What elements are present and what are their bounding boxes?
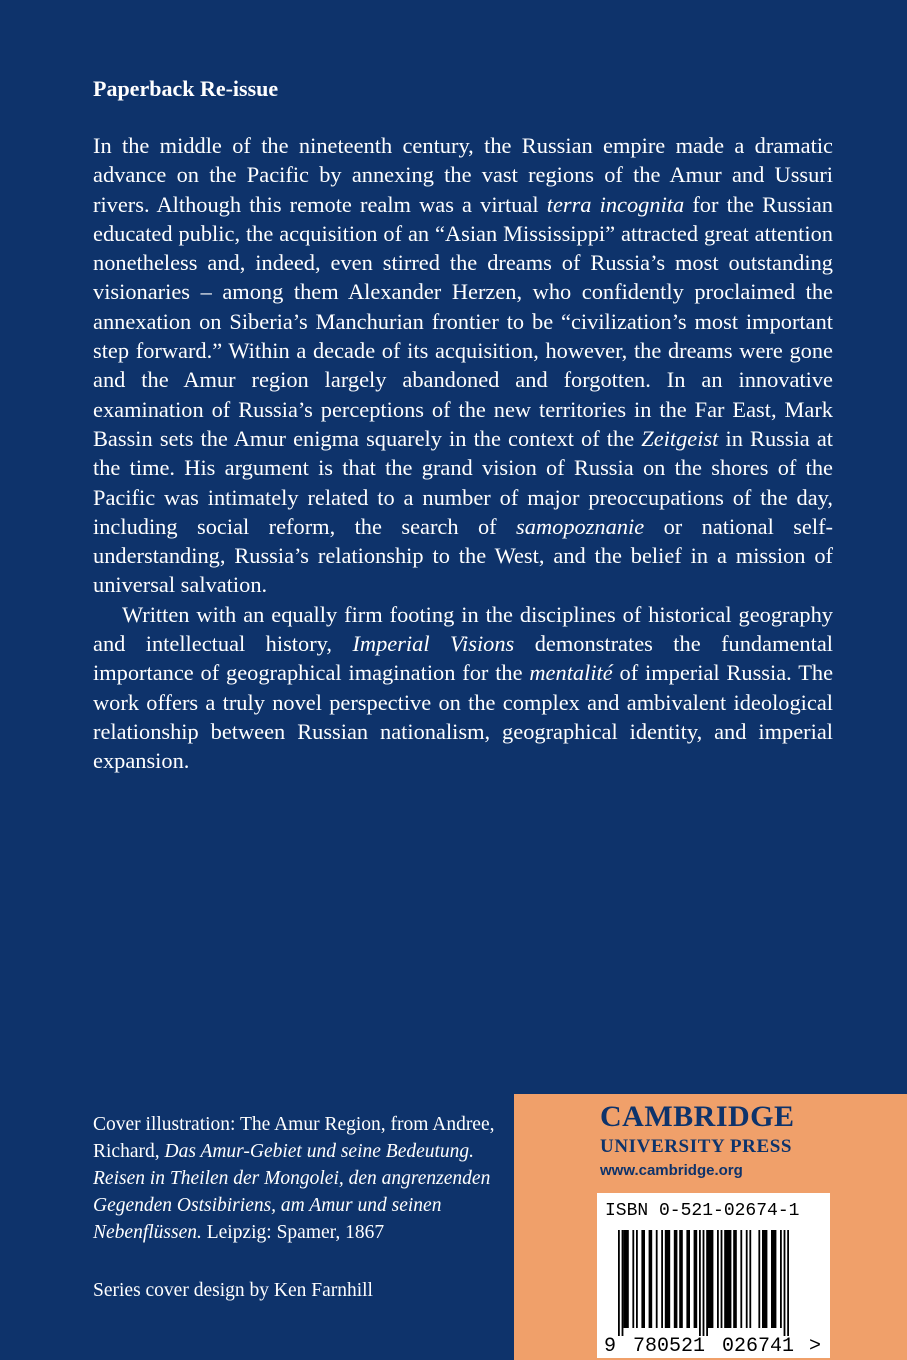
cover-illustration-credit — [93, 1111, 508, 1246]
publisher-url: www.cambridge.org — [600, 1162, 743, 1179]
barcode-bar-19 — [717, 1230, 719, 1328]
description — [93, 131, 833, 776]
barcode-bar-30 — [784, 1230, 786, 1336]
barcode-bar-13 — [686, 1230, 690, 1328]
paragraph-2-run-5: of imperial Russia. The work offers a truly novel perspective on the complex and ambivalent ideological relationship between Russian nationalism, geographical identity, and imperial expansion. — [93, 660, 834, 774]
barcode-bars — [618, 1230, 789, 1336]
cover-credit-run-1: Cover illustration: The Amur Region, from Andree, Richard, — [93, 1114, 495, 1162]
cover-credit-run-2: Das Amur-Gebiet und seine Bedeutung. Reisen in Theilen der Mongolei, den angrenzenden Gegenden Ostsibiriens, am Amur und seinen Nebenflüssen. — [93, 1141, 491, 1243]
publisher-name: CAMBRIDGE — [600, 1100, 795, 1133]
barcode-box — [597, 1193, 830, 1358]
paragraph-1-run-4: Zeitgeist — [641, 425, 719, 451]
paragraph-1-run-6: samopoznanie — [516, 513, 645, 539]
isbn-label: ISBN 0-521-02674-1 — [605, 1201, 800, 1221]
barcode-digit-lead: 9 — [603, 1335, 617, 1354]
barcode-digits-right: 026741 — [721, 1335, 795, 1354]
barcode-bar-10 — [665, 1230, 670, 1328]
paragraph-1-run-3: for the Russian educated public, the acquisition of an “Asian Mississippi” attracted great attention nonetheless and, indeed, even stirred the dreams of Russia’s most outstanding visionaries – among them Alexander Herzen, who confidently proclaimed the annexation on Siberia’s Manchurian frontier to be “civilization’s most important step forward.” Within a decade of its acquisition, however, the dreams were gone and the Amur region largely abandoned and forgotten. In an innovative examination of Russia’s perceptions of the new territories in the Far East, Mark Bassin sets the Amur enigma squarely in the context of the — [93, 191, 833, 451]
cover-credit-run-3: Leipzig: Spamer, 1867 — [201, 1222, 385, 1243]
paragraph-1-run-1: In the middle of the nineteenth century, the Russian empire made a dramatic advance on the Pacific by annexing the vast regions of the Amur and Ussuri rivers. Although this remote realm was a virtual — [93, 133, 833, 217]
barcode-bar-4 — [632, 1230, 634, 1328]
barcode-bar-29 — [780, 1230, 782, 1328]
barcode-bar-7 — [649, 1230, 653, 1328]
barcode-bar-9 — [661, 1230, 663, 1328]
barcode-bar-24 — [746, 1230, 748, 1328]
paragraph-2-run-3: demonstrates the fundamental importance of geographical imagination for the — [93, 631, 833, 686]
publisher-subtitle: UNIVERSITY PRESS — [600, 1136, 793, 1157]
barcode-end-mark: > — [808, 1335, 822, 1354]
barcode-bar-15 — [699, 1230, 701, 1336]
barcode-bar-2 — [622, 1230, 624, 1336]
barcode-bar-3 — [623, 1230, 628, 1328]
barcode-digits-left: 780521 — [632, 1335, 706, 1354]
series-design-credit: Series cover design by Ken Farnhill — [93, 1280, 373, 1301]
paragraph-1-run-7: or national self-understanding, Russia’s relationship to the West, and the belief in a mission of universal salvation. — [93, 513, 833, 598]
paragraph-2-run-1: Written with an equally firm footing in the disciplines of historical geography and intellectual history, — [93, 601, 833, 657]
barcode-bar-22 — [733, 1230, 737, 1328]
paragraph-1-run-2: terra incognita — [546, 191, 685, 217]
barcode-bar-21 — [724, 1230, 731, 1328]
heading: Paperback Re-issue — [93, 76, 279, 101]
barcode-bar-27 — [762, 1230, 767, 1328]
barcode-bar-5 — [636, 1230, 638, 1328]
barcode-bar-18 — [708, 1230, 713, 1328]
barcode-bar-8 — [656, 1230, 658, 1328]
paragraph-2 — [93, 600, 833, 776]
barcode-bar-28 — [771, 1230, 776, 1328]
paragraph-2-run-4: mentalité — [529, 660, 613, 686]
barcode-bar-11 — [674, 1230, 678, 1328]
paragraph-1 — [93, 131, 833, 600]
barcode-bar-17 — [706, 1230, 708, 1336]
barcode-bar-12 — [679, 1230, 683, 1328]
barcode-bar-26 — [758, 1230, 760, 1328]
paragraph-1-run-5: in Russia at the time. His argument is that the grand vision of Russia on the shores of the Pacific was intimately related to a number of major preoccupations of the day, including social reform, the search of — [93, 425, 833, 539]
barcode-bar-25 — [749, 1230, 751, 1328]
paragraph-2-run-2: Imperial Visions — [352, 631, 515, 657]
barcode — [603, 1230, 824, 1354]
barcode-bar-23 — [740, 1230, 742, 1328]
barcode-bar-16 — [703, 1230, 705, 1336]
barcode-bar-14 — [694, 1230, 698, 1328]
barcode-bar-31 — [787, 1230, 789, 1336]
publisher-box — [514, 1094, 907, 1360]
barcode-bar-6 — [641, 1230, 645, 1328]
barcode-bar-20 — [721, 1230, 723, 1328]
barcode-bar-1 — [618, 1230, 620, 1336]
